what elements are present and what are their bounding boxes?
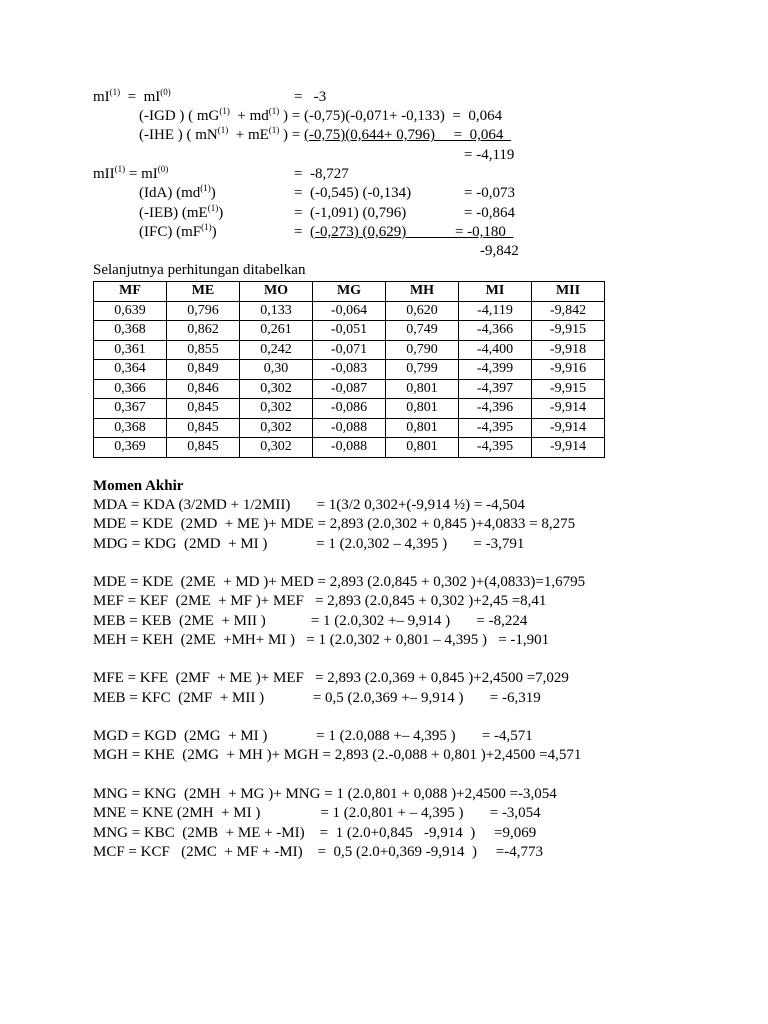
table-cell: 0,796: [167, 301, 240, 321]
calc2-line1: $mII^{(1)} = mI^{(0)}$: [93, 164, 169, 182]
momen-line: MDE = KDE (2MD + ME )+ MDE = 2,893 (2.0,302 + 0,845 )+4,0833 = 8,275: [93, 516, 576, 532]
table-cell: -4,395: [459, 418, 532, 438]
table-cell: 0,242: [240, 340, 313, 360]
table-cell: -9,915: [532, 379, 605, 399]
table-row: [94, 399, 605, 419]
table-cell: 0,302: [240, 399, 313, 419]
table-cell: -9,914: [532, 418, 605, 438]
calc2-line1-rhs: = -8,727: [294, 166, 349, 182]
calc1-line1: $mI^{(1)} = mI^{(0)}$: [93, 87, 171, 105]
table-cell: 0,133: [240, 301, 313, 321]
table-cell: -0,051: [313, 321, 386, 341]
table-row: [94, 379, 605, 399]
momen-line: MDG = KDG (2MD + MI ) = 1 (2.0,302 – 4,395 ) = -3,791: [93, 536, 525, 552]
table-cell: -4,119: [459, 301, 532, 321]
table-row: [94, 438, 605, 458]
calc1-total: = -4,119: [464, 147, 515, 163]
table-row: [94, 360, 605, 380]
momen-line: MNE = KNE (2MH + MI ) = 1 (2.0,801 + – 4,395 ) = -3,054: [93, 805, 541, 821]
table-cell: 0,302: [240, 379, 313, 399]
calc1-line1-rhs: = -3: [294, 89, 327, 105]
table-cell: -0,086: [313, 399, 386, 419]
momen-line: MCF = KCF (2MC + MF + -MI) = 0,5 (2.0+0,369 -9,914 ) =-4,773: [93, 844, 543, 860]
table-cell: 0,790: [386, 340, 459, 360]
table-header-row: [94, 282, 605, 302]
table-cell: -4,396: [459, 399, 532, 419]
table-cell: -9,918: [532, 340, 605, 360]
calc2-line3-eq: = (-1,091) (0,796): [294, 205, 407, 221]
table-cell: 0,261: [240, 321, 313, 341]
table-cell: 0,845: [167, 418, 240, 438]
table-cell: -9,916: [532, 360, 605, 380]
table-cell: 0,799: [386, 360, 459, 380]
table-cell: -9,842: [532, 301, 605, 321]
table-cell: 0,845: [167, 438, 240, 458]
table-cell: 0,368: [94, 418, 167, 438]
momen-line: MNG = KNG (2MH + MG )+ MNG = 1 (2.0,801 + 0,088 )+2,4500 =-3,054: [93, 786, 557, 802]
table-cell: -0,087: [313, 379, 386, 399]
momen-line: MDE = KDE (2ME + MD )+ MED = 2,893 (2.0,845 + 0,302 )+(4,0833)=1,6795: [93, 574, 586, 590]
table-row: [94, 321, 605, 341]
table-cell: -0,088: [313, 418, 386, 438]
table-row: [94, 301, 605, 321]
table-cell: -0,064: [313, 301, 386, 321]
table-cell: -9,914: [532, 438, 605, 458]
momen-line: MEB = KEB (2ME + MII ) = 1 (2.0,302 +– 9,914 ) = -8,224: [93, 613, 528, 629]
table-cell: 0,846: [167, 379, 240, 399]
table-cell: -9,914: [532, 399, 605, 419]
header-mf: MF: [94, 282, 167, 302]
table-cell: 0,801: [386, 438, 459, 458]
table-cell: -0,088: [313, 438, 386, 458]
momen-line: MEB = KFC (2MF + MII ) = 0,5 (2.0,369 +– 9,914 ) = -6,319: [93, 690, 541, 706]
calc2-line3-res: = -0,864: [464, 205, 515, 221]
table-cell: -4,397: [459, 379, 532, 399]
table-cell: 0,862: [167, 321, 240, 341]
momen-line: MEF = KEF (2ME + MF )+ MEF = 2,893 (2.0,845 + 0,302 )+2,45 =8,41: [93, 593, 547, 609]
header-mi: MI: [459, 282, 532, 302]
calc1-line3: (-IHE ) ( $mN^{(1)} + mE^{(1)}$ ) = (-0,75)(0,644+ 0,796) = 0,064: [139, 125, 511, 143]
table-cell: 0,855: [167, 340, 240, 360]
table-cell: 0,366: [94, 379, 167, 399]
momen-line: MEH = KEH (2ME +MH+ MI ) = 1 (2.0,302 + 0,801 – 4,395 ) = -1,901: [93, 632, 550, 648]
table-cell: 0,801: [386, 399, 459, 419]
table-cell: -0,083: [313, 360, 386, 380]
calc2-line4-eq: = (-0,273) (0,629) = -0,180: [294, 224, 514, 240]
table-cell: 0,364: [94, 360, 167, 380]
table-cell: 0,639: [94, 301, 167, 321]
table-cell: 0,620: [386, 301, 459, 321]
table-cell: -0,071: [313, 340, 386, 360]
table-cell: 0,749: [386, 321, 459, 341]
section-heading-momen-akhir: Momen Akhir: [93, 478, 184, 494]
header-mh: MH: [386, 282, 459, 302]
table-cell: 0,367: [94, 399, 167, 419]
calc1-line2: (-IGD ) ( $mG^{(1)} + md^{(1)}$ ) = (-0,75)(-0,071+ -0,133) = 0,064: [139, 106, 503, 124]
table-cell: 0,801: [386, 379, 459, 399]
table-cell: 0,801: [386, 418, 459, 438]
table-cell: 0,368: [94, 321, 167, 341]
table-row: [94, 418, 605, 438]
table-cell: -4,366: [459, 321, 532, 341]
calc2-line3: (-IEB) $(mE^{(1)})$: [139, 203, 224, 221]
header-mii: MII: [532, 282, 605, 302]
calc2-total: -9,842: [480, 243, 519, 259]
table-cell: 0,845: [167, 399, 240, 419]
calc2-line2-eq: = (-0,545) (-0,134): [294, 185, 412, 201]
momen-line: MNG = KBC (2MB + ME + -MI) = 1 (2.0+0,845 -9,914 ) =9,069: [93, 825, 537, 841]
table-caption: Selanjutnya perhitungan ditabelkan: [93, 262, 306, 278]
header-mo: MO: [240, 282, 313, 302]
momen-line: MFE = KFE (2MF + ME )+ MEF = 2,893 (2.0,369 + 0,845 )+2,4500 =7,029: [93, 670, 569, 686]
calc2-line2: (IdA) $(md^{(1)})$: [139, 183, 216, 201]
momen-line: MDA = KDA (3/2MD + 1/2MII) = 1(3/2 0,302+(-9,914 ½) = -4,504: [93, 497, 525, 513]
moment-table: [93, 281, 605, 458]
table-cell: 0,30: [240, 360, 313, 380]
table-cell: -9,915: [532, 321, 605, 341]
momen-line: MGH = KHE (2MG + MH )+ MGH = 2,893 (2.-0,088 + 0,801 )+2,4500 =4,571: [93, 747, 582, 763]
table-cell: 0,302: [240, 438, 313, 458]
momen-line: MGD = KGD (2MG + MI ) = 1 (2.0,088 +– 4,395 ) = -4,571: [93, 728, 533, 744]
header-mg: MG: [313, 282, 386, 302]
table-cell: 0,302: [240, 418, 313, 438]
table-cell: -4,400: [459, 340, 532, 360]
table-cell: 0,361: [94, 340, 167, 360]
table-cell: 0,849: [167, 360, 240, 380]
table-cell: -4,395: [459, 438, 532, 458]
calc2-line2-res: = -0,073: [464, 185, 515, 201]
table-row: [94, 340, 605, 360]
table-cell: -4,399: [459, 360, 532, 380]
header-me: ME: [167, 282, 240, 302]
calc2-line4: (IFC) $(mF^{(1)})$: [139, 222, 217, 240]
table-cell: 0,369: [94, 438, 167, 458]
